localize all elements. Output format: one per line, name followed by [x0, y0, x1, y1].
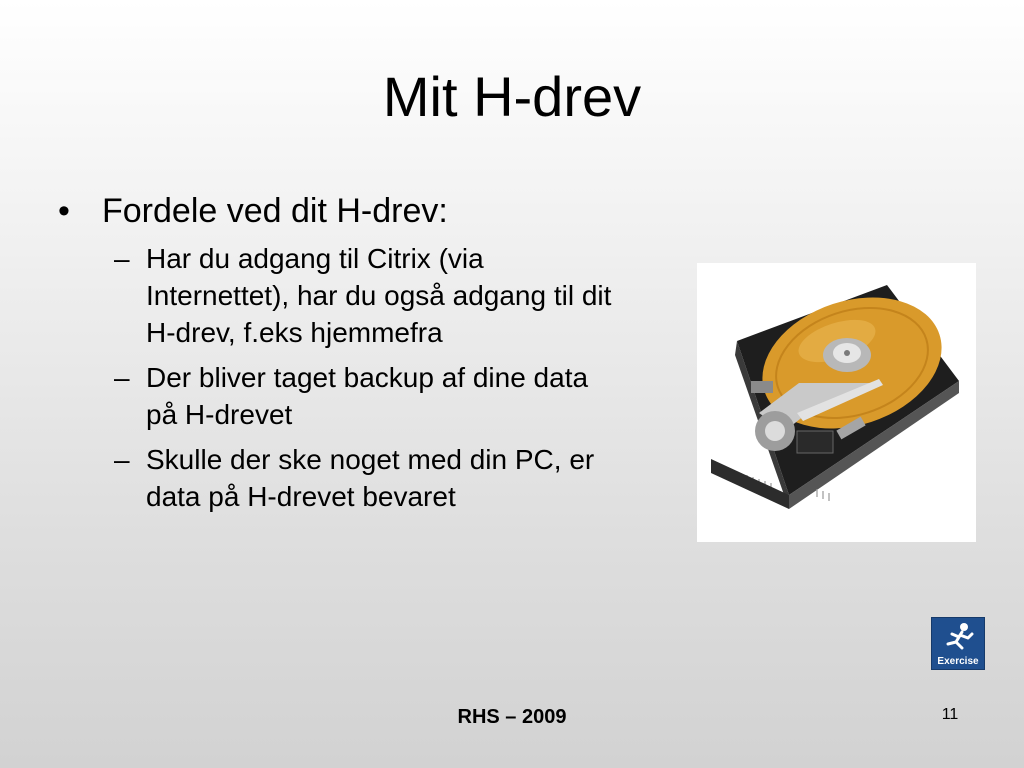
sub-bullet-list [114, 240, 658, 515]
sub-bullet-marker: – [114, 444, 130, 475]
footer-text: RHS – 2009 [457, 706, 567, 728]
bullet-text: Fordele ved dit H-drev: [102, 192, 448, 230]
running-figure-icon [932, 618, 984, 658]
bullet-marker: • [58, 192, 70, 230]
sub-bullet-item [114, 240, 624, 351]
sub-bullet-marker: – [114, 243, 130, 274]
sub-bullet-item [114, 359, 624, 433]
slide-content [58, 188, 658, 523]
sub-bullet-item [114, 441, 624, 515]
sub-bullet-text: Der bliver taget backup af dine data på H-drevet [146, 362, 589, 430]
sub-bullet-marker: – [114, 362, 130, 393]
exercise-icon [931, 617, 985, 670]
slide-title: Mit H-drev [382, 65, 642, 128]
slide-number: 11 [941, 706, 959, 723]
hard-drive-icon [697, 263, 976, 542]
exercise-label: Exercise [937, 656, 979, 667]
bullet-item [58, 188, 658, 234]
sub-bullet-text: Skulle der ske noget med din PC, er data på H-drevet bevaret [146, 444, 595, 512]
hard-drive-image [697, 263, 976, 542]
sub-bullet-text: Har du adgang til Citrix (via Internettet), har du også adgang til dit H-drev, f.eks hjemmefra [146, 243, 612, 348]
